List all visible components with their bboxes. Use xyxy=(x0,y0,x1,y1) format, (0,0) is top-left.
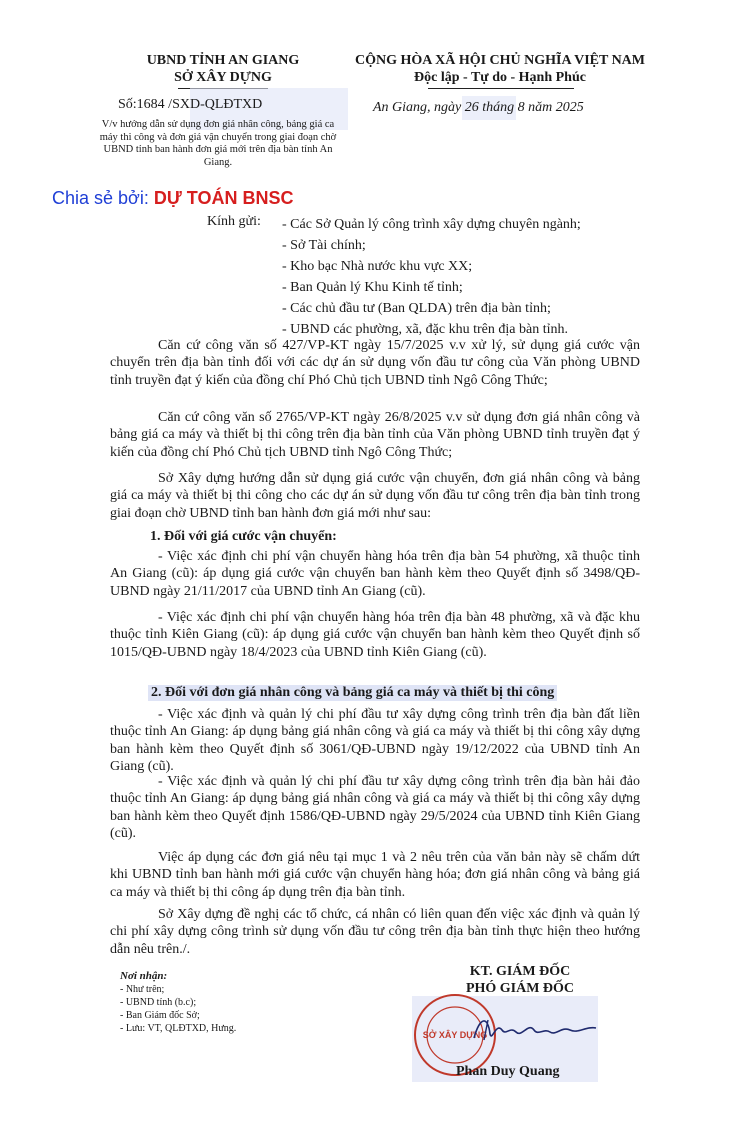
recipient-list xyxy=(282,214,642,340)
paragraph-transport-kien-giang: - Việc xác định chi phí vận chuyển hàng hóa trên địa bàn 48 phường, xã và đặc khu thuộc tỉnh Kiên Giang (cũ): áp dụng giá cước vận chuyển ban hành kèm theo Quyết định số 1015/QĐ-UBND ngày 18/4/2023 của UBND tỉnh Kiên Giang (cũ). xyxy=(110,610,640,660)
recipient-item: - UBND các phường, xã, đặc khu trên địa bàn tỉnh. xyxy=(282,322,568,337)
recipient-item: - Ban Quản lý Khu Kinh tế tỉnh; xyxy=(282,280,463,295)
section-heading-1: 1. Đối với giá cước vận chuyển: xyxy=(150,529,337,544)
issuing-agency xyxy=(118,52,328,86)
paragraph-labor-islands: - Việc xác định và quản lý chi phí đầu tư xây dựng công trình trên địa bàn hải đảo thuộc tỉnh An Giang: áp dụng bảng giá nhân công và giá ca máy và thiết bị thi công xây dựng ban hành kèm theo Quyết định 1586/QĐ-UBND ngày 29/5/2024 của UBND tỉnh Kiên Giang (cũ). xyxy=(110,774,640,842)
national-motto xyxy=(335,52,665,86)
signer-name: Phan Duy Quang xyxy=(456,1064,560,1079)
paragraph-guidance-intro: Sở Xây dựng hướng dẫn sử dụng giá cước vận chuyển, đơn giá nhân công và bảng giá ca máy và thiết bị thi công cho các dự án sử dụng vốn đầu tư công trên địa bàn tỉnh trong giai đoạn chờ UBND tỉnh ban hành đơn giá mới như sau: xyxy=(110,471,640,521)
distribution-item: - Như trên; xyxy=(120,984,165,995)
motto-line2: Độc lập - Tự do - Hạnh Phúc xyxy=(414,70,586,85)
distribution-item: - Lưu: VT, QLĐTXD, Hưng. xyxy=(120,1023,237,1034)
paragraph-legal-basis-2: Căn cứ công văn số 2765/VP-KT ngày 26/8/2025 v.v sử dụng đơn giá nhân công và bảng giá ca máy và thiết bị thi công trên địa bàn tỉnh của Văn phòng UBND tỉnh truyền đạt ý kiến của đồng chí Phó Chủ tịch UBND tỉnh Ngô Công Thức; xyxy=(110,410,640,460)
document-subject: V/v hướng dẫn sử dụng đơn giá nhân công, bảng giá ca máy thi công và đơn giá vận chuyển trong giai đoạn chờ UBND tỉnh ban hành đơn giá mới trên địa bàn tỉnh An Giang. xyxy=(99,119,337,168)
signature-line2: PHÓ GIÁM ĐỐC xyxy=(465,981,575,996)
distribution-item: - Ban Giám đốc Sở; xyxy=(120,1010,200,1021)
paragraph-request: Sở Xây dựng đề nghị các tổ chức, cá nhân có liên quan đến việc xác định và quản lý chi phí xây dựng công trình sử dụng vốn đầu tư công trên địa bàn tỉnh thực hiện theo hướng dẫn nêu trên./. xyxy=(110,907,640,957)
document-number: Số:1684 /SXD-QLĐTXD xyxy=(118,97,263,112)
recipient-item: - Kho bạc Nhà nước khu vực XX; xyxy=(282,259,473,274)
distribution-item: - UBND tỉnh (b.c); xyxy=(120,997,197,1008)
motto-underline xyxy=(428,88,574,89)
motto-line1: CỘNG HÒA XÃ HỘI CHỦ NGHĨA VIỆT NAM xyxy=(354,53,645,68)
paragraph-labor-mainland: - Việc xác định và quản lý chi phí đầu tư xây dựng công trình trên địa bàn đất liền thuộc tỉnh An Giang: áp dụng bảng giá nhân công và giá ca máy và thiết bị thi công xây dựng ban hành kèm theo Quyết định số 3061/QĐ-UBND ngày 19/12/2022 của UBND tỉnh An Giang (cũ). xyxy=(110,707,640,775)
kinh-gui-label: Kính gửi: xyxy=(207,214,261,229)
agency-parent: UBND TỈNH AN GIANG xyxy=(146,53,300,68)
distribution-title: Nơi nhận: xyxy=(120,970,168,982)
handwritten-signature xyxy=(470,1008,600,1048)
watermark-name: DỰ TOÁN BNSC xyxy=(153,188,294,208)
paragraph-legal-basis-1: Căn cứ công văn số 427/VP-KT ngày 15/7/2025 v.v xử lý, sử dụng giá cước vận chuyển trên địa bàn tỉnh đối với các dự án sử dụng vốn đầu tư công của Văn phòng UBND tỉnh truyền đạt ý kiến của đồng chí Phó Chủ tịch UBND tỉnh Ngô Công Thức; xyxy=(110,338,640,388)
distribution-list xyxy=(120,970,340,1035)
document-date: An Giang, ngày 26 tháng 8 năm 2025 xyxy=(373,100,584,115)
watermark-prefix: Chia sẻ bởi: xyxy=(52,188,154,208)
signature-line1: KT. GIÁM ĐỐC xyxy=(469,964,571,979)
paragraph-termination: Việc áp dụng các đơn giá nêu tại mục 1 và 2 nêu trên của văn bản này sẽ chấm dứt khi UBND tỉnh ban hành mới giá cước vận chuyển hàng hóa; đơn giá nhân công và bảng giá ca máy và thiết bị thi công áp dụng trên địa bàn tỉnh. xyxy=(110,850,640,900)
paragraph-transport-an-giang: - Việc xác định chi phí vận chuyển hàng hóa trên địa bàn 54 phường, xã thuộc tỉnh An Giang (cũ): áp dụng giá cước vận chuyển ban hành kèm theo Quyết định số 3498/QĐ-UBND ngày 21/11/2017 của UBND tỉnh An Giang (cũ). xyxy=(110,549,640,599)
section-heading-2: 2. Đối với đơn giá nhân công và bảng giá ca máy và thiết bị thi công xyxy=(148,685,557,701)
stamp-text: SỞ XÂY DỰNG xyxy=(422,1030,488,1040)
recipient-item: - Các Sở Quản lý công trình xây dựng chuyên ngành; xyxy=(282,217,581,232)
recipient-item: - Các chủ đầu tư (Ban QLDA) trên địa bàn tỉnh; xyxy=(282,301,551,316)
recipient-item: - Sở Tài chính; xyxy=(282,238,366,253)
watermark-shared-by xyxy=(52,188,293,209)
agency-name: SỞ XÂY DỰNG xyxy=(174,70,272,85)
